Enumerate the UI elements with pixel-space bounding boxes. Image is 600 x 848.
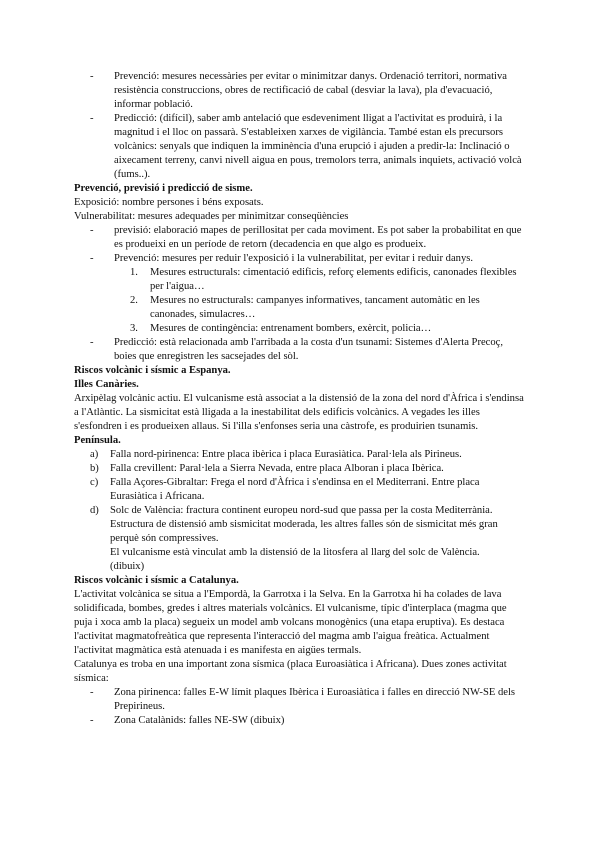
paragraph-text: Mesures de contingència: entrenament bombers, exèrcit, policia… <box>150 323 432 334</box>
numbered-item <box>130 294 526 322</box>
section-heading: Prevenció, previsió i predicció de sisme. <box>74 183 253 194</box>
list-item <box>90 686 526 714</box>
document-page <box>74 70 526 728</box>
paragraph-text: El vulcanisme està vinculat amb la distensió de la litosfera al llarg del solc de València. <box>110 547 480 558</box>
paragraph-text: Prevenció: mesures necessàries per evitar o minimitzar danys. Ordenació territori, normativa resistència construccions, obres de rectificació de cabal (desviar la lava), pla d'evacuació, informar població. <box>114 71 508 110</box>
section-heading: Riscos volcànic i sísmic a Catalunya. <box>74 575 239 586</box>
item-letter: a) <box>90 449 99 460</box>
paragraph-text: Zona pirinenca: falles E-W límit plaques Ibèrica i Euroasiàtica i falles en direcció NW-SE dels Prepirineus. <box>114 687 516 712</box>
bullet-dash: - <box>90 687 94 698</box>
paragraph-text: L'activitat volcànica se situa a l'Empordà, la Garrotxa i la Selva. En la Garrotxa hi ha colades de lava solidificada, bombes, gredes i altres materials volcànics. El vulcanisme, típic d'interplaca (magma que puja i xoca amb la placa) segueix un model amb volcans monogènics (una etapa eruptiva). Es destaca l'activitat magmatofreàtica que representa l'interacció del magma amb l'aigua freàtica. Actualment l'activitat magmàtica està atenuada i es manifesta en aigües termals. <box>74 589 507 656</box>
section-heading: Riscos volcànic i sísmic a Espanya. <box>74 365 231 376</box>
paragraph-text: Exposició: nombre persones i béns exposats. <box>74 197 264 208</box>
paragraph-text: Predicció: (difícil), saber amb antelació que esdeveniment lligat a l'activitat es produirà, i la magnitud i el lloc on passarà. S'estableixen xarxes de vigilància. També estan els precursors volcànics: senyals que indiquen la imminència d'una erupció i ajuden a predir-la: Inclinació o aixecament terreny, canvi nivell aigua en pous, tremolors terra, animals inquiets, activació volcà (fums..). <box>114 113 522 180</box>
bullet-dash: - <box>90 113 94 124</box>
paragraph-text: Falla nord-pirinenca: Entre placa ibèrica i placa Eurasiàtica. Paral·lela als Pirineus. <box>110 449 462 460</box>
paragraph-text: Predicció: està relacionada amb l'arribada a la costa d'un tsunami: Sistemes d'Alerta Precoç, boies que enregistren les sacsejades del sòl. <box>114 337 504 362</box>
list-item <box>90 252 526 266</box>
bullet-dash: - <box>90 715 94 726</box>
bullet-dash: - <box>90 71 94 82</box>
bullet-dash: - <box>90 337 94 348</box>
item-letter: d) <box>90 505 99 516</box>
item-number: 3. <box>130 323 138 334</box>
bullet-dash: - <box>90 225 94 236</box>
paragraph-text: Prevenció: mesures per reduir l'exposició i la vulnerabilitat, per evitar i reduir danys. <box>114 253 474 264</box>
item-letter: b) <box>90 463 99 474</box>
subsection-heading: Illes Canàries. <box>74 379 139 390</box>
numbered-item <box>130 322 526 336</box>
list-item <box>90 224 526 252</box>
bullet-dash: - <box>90 253 94 264</box>
paragraph-text: Vulnerabilitat: mesures adequades per minimitzar conseqüències <box>74 211 349 222</box>
list-item <box>90 112 526 182</box>
paragraph-text: Falla crevillent: Paral·lela a Sierra Nevada, entre placa Alboran i placa Ibèrica. <box>110 463 444 474</box>
paragraph-text: Arxipèlag volcànic actiu. El vulcanisme està associat a la distensió de la zona del nord d'Àfrica i s'endinsa a l'Atlàntic. La sismicitat està lligada a la inestabilitat dels edificis volcànics. A vegades les illes s'esfondren i es produeixen allaus. Si l'illa s'enfonses seria una càstrofe, es produirien tsunamis. <box>74 393 524 432</box>
paragraph-text: Zona Catalànids: falles NE-SW (dibuix) <box>114 715 285 726</box>
lettered-item <box>90 462 526 476</box>
paragraph-text: Mesures estructurals: cimentació edificis, reforç elements edificis, canonades flexibles per l'aigua… <box>150 267 517 292</box>
item-number: 2. <box>130 295 138 306</box>
item-letter: c) <box>90 477 99 488</box>
paragraph-text: Catalunya es troba en una important zona sísmica (placa Euroasiàtica i Africana). Dues zones activitat sísmica: <box>74 659 507 684</box>
paragraph-text: Solc de València: fractura continent europeu nord-sud que passa per la costa Mediterrània. Estructura de distensió amb sismicitat moderada, les altres falles són de sismicitat més gran perquè són compressives. <box>110 505 498 544</box>
paragraph-text: (dibuix) <box>110 561 145 572</box>
subsection-heading: Península. <box>74 435 121 446</box>
item-number: 1. <box>130 267 138 278</box>
lettered-item <box>90 448 526 462</box>
lettered-item <box>90 476 526 504</box>
paragraph-text: previsió: elaboració mapes de perillositat per cada moviment. Es pot saber la probabilitat en que es produeixi en un període de retorn (decadencia en que algo es produeix. <box>114 225 522 250</box>
list-item <box>90 70 526 112</box>
numbered-item <box>130 266 526 294</box>
lettered-item <box>90 504 526 574</box>
list-item <box>90 714 526 728</box>
paragraph-text: Falla Açores-Gibraltar: Frega el nord d'Àfrica i s'endinsa en el Mediterrani. Entre placa Eurasiàtica i Africana. <box>110 477 480 502</box>
paragraph-text: Mesures no estructurals: campanyes informatives, tancament automàtic en les canonades, simulacres… <box>150 295 480 320</box>
list-item <box>90 336 526 364</box>
